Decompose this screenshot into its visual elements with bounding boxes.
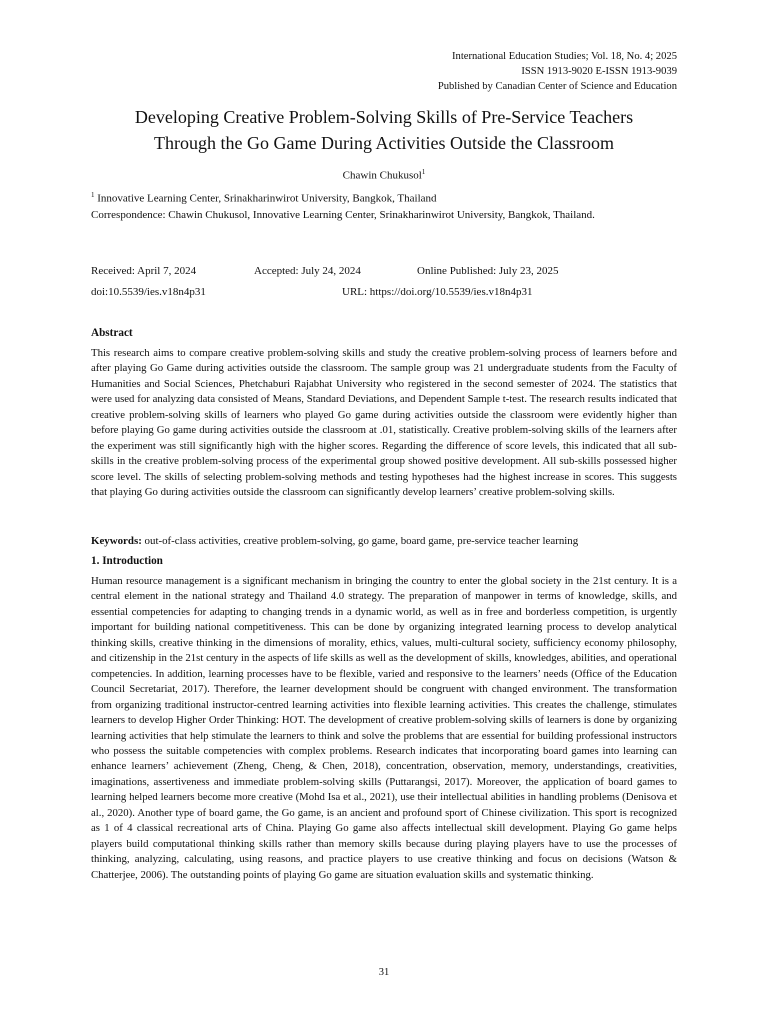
- keywords-line: [91, 535, 578, 547]
- author-affiliation-mark: 1: [421, 168, 426, 176]
- abstract-text: This research aims to compare creative problem-solving skills and study the creative problem-solving process of learners before and after playing Go Game during activities outside the classroom. The sample group was 21 undergraduate students from the Faculty of Humanities and Social Sciences, Phetchaburi Rajabhat University who registered in the second semester of 2024. The statistics that were used for analyzing data consisted of Means, Standard Deviations, and Dependent Sample t-test. The research results indicated that creative problem-solving skills of learners who played Go game during activities outside the classroom were evidently higher than before playing Go game during activities outside the classroom at .01, statistically. Creative problem-solving skills of the learners after the experiment was still significantly high with the higher scores. Regarding the difference of score levels, this indicated that all sub-skills in the creative problem-solving process of the experimental group showed positive development. All sub-skills possessed higher score level. The skills of selecting problem-solving methods and testing hypotheses had the highest increase in scores. This suggests that playing Go during activities outside the classroom can significantly develop learners’ creative problem-solving skills.: [91, 347, 677, 499]
- journal-citation: International Education Studies; Vol. 18, No. 4; 2025: [452, 51, 677, 62]
- title-line-2: Through the Go Game During Activities Outside the Classroom: [154, 133, 614, 153]
- introduction-heading: 1. Introduction: [91, 555, 163, 567]
- title-line-1: Developing Creative Problem-Solving Skills of Pre-Service Teachers: [134, 107, 634, 127]
- keywords-text: out-of-class activities, creative problem-solving, go game, board game, pre-service teacher learning: [141, 535, 579, 547]
- affiliation-mark: 1: [91, 191, 95, 199]
- page-number: 31: [378, 967, 390, 978]
- publisher-line: Published by Canadian Center of Science and Education: [437, 80, 677, 92]
- abstract-heading: Abstract: [91, 327, 133, 339]
- paper-title: [60, 104, 708, 156]
- introduction-text: Human resource management is a significant mechanism in bringing the country to enter the global society in the 21st century. It is a central element in the national strategy and Thailand 4.0 strategy. The preparation of manpower in terms of knowledge, skills, and essential competencies for adapting to changing trends in a dynamic world, as well as in free and borderless competition, is urgently important for building national competitiveness. This can be done by organizing integrated learning process to develop analytical thinking skills, creative thinking in the dimensions of morality, ethics, values, multi-cultural society, sufficiency economy philosophy, and citizenship in the 21st century in the aspects of life skills as well as the development of skills, knowledges, abilities, and operational competencies. In addition, learning processes have to be flexible, varied and responsive to the learners’ needs (Office of the Education Council Secretariat, 2017). Therefore, the learner development should be congruent with changed environment. The transformation from organizing traditional instructor-centred learning activities into flexible learning activities. This creates the challenge, stimulates learners to develop Higher Order Thinking: HOT. The development of creative problem-solving skills of learners is done by organizing learning activities that help stimulate the learners to think and solve the problems that are essential for building professional instructors who possess the suitable competencies with complex problems. Research indicates that incorporating board games into learning can enhance learners’ achievement (Zheng, Cheng, & Chen, 2018), concentration, observation, memory, understandings, creativities, imaginations, assertiveness and immediate problem-solving skills (Puttarangsi, 2017). Moreover, the application of board games to learning helped learners become more creative (Mohd Isa et al., 2021), use their intellectual abilities in handling problems (Denisova et al., 2020). Another type of board game, the Go game, is an ancient and profound sport of Chinese civilization. This sport is recognized as 1 of 4 classical recreational arts of China. Playing Go game also affects intellectual skill development. Playing Go game helps players build computational thinking skills rather than memory skills because during playing players have to use the processes of thinking, analyzing, calculating, using reasons, and practice players to use creative thinking and focus on decisions (Watson & Chatterjee, 2006). The outstanding points of playing Go game are situation evaluation skills and systematic thinking.: [91, 575, 677, 881]
- affiliation: [91, 191, 437, 205]
- published-date: Online Published: July 23, 2025: [417, 265, 559, 277]
- accepted-date: Accepted: July 24, 2024: [254, 265, 361, 277]
- affiliation-text: Innovative Learning Center, Srinakharinwirot University, Bangkok, Thailand: [94, 192, 437, 205]
- author-name: Chawin Chukusol: [342, 169, 422, 182]
- url-link[interactable]: URL: https://doi.org/10.5539/ies.v18n4p31: [342, 286, 533, 298]
- issn-line: ISSN 1913-9020 E-ISSN 1913-9039: [521, 65, 677, 77]
- keywords-label: Keywords:: [91, 535, 142, 547]
- doi-link[interactable]: doi:10.5539/ies.v18n4p31: [91, 286, 206, 298]
- received-date: Received: April 7, 2024: [91, 265, 197, 277]
- correspondence: Correspondence: Chawin Chukusol, Innovative Learning Center, Srinakharinwirot University, Bangkok, Thailand.: [91, 209, 595, 221]
- author-line: [0, 168, 768, 182]
- running-header: [438, 50, 677, 94]
